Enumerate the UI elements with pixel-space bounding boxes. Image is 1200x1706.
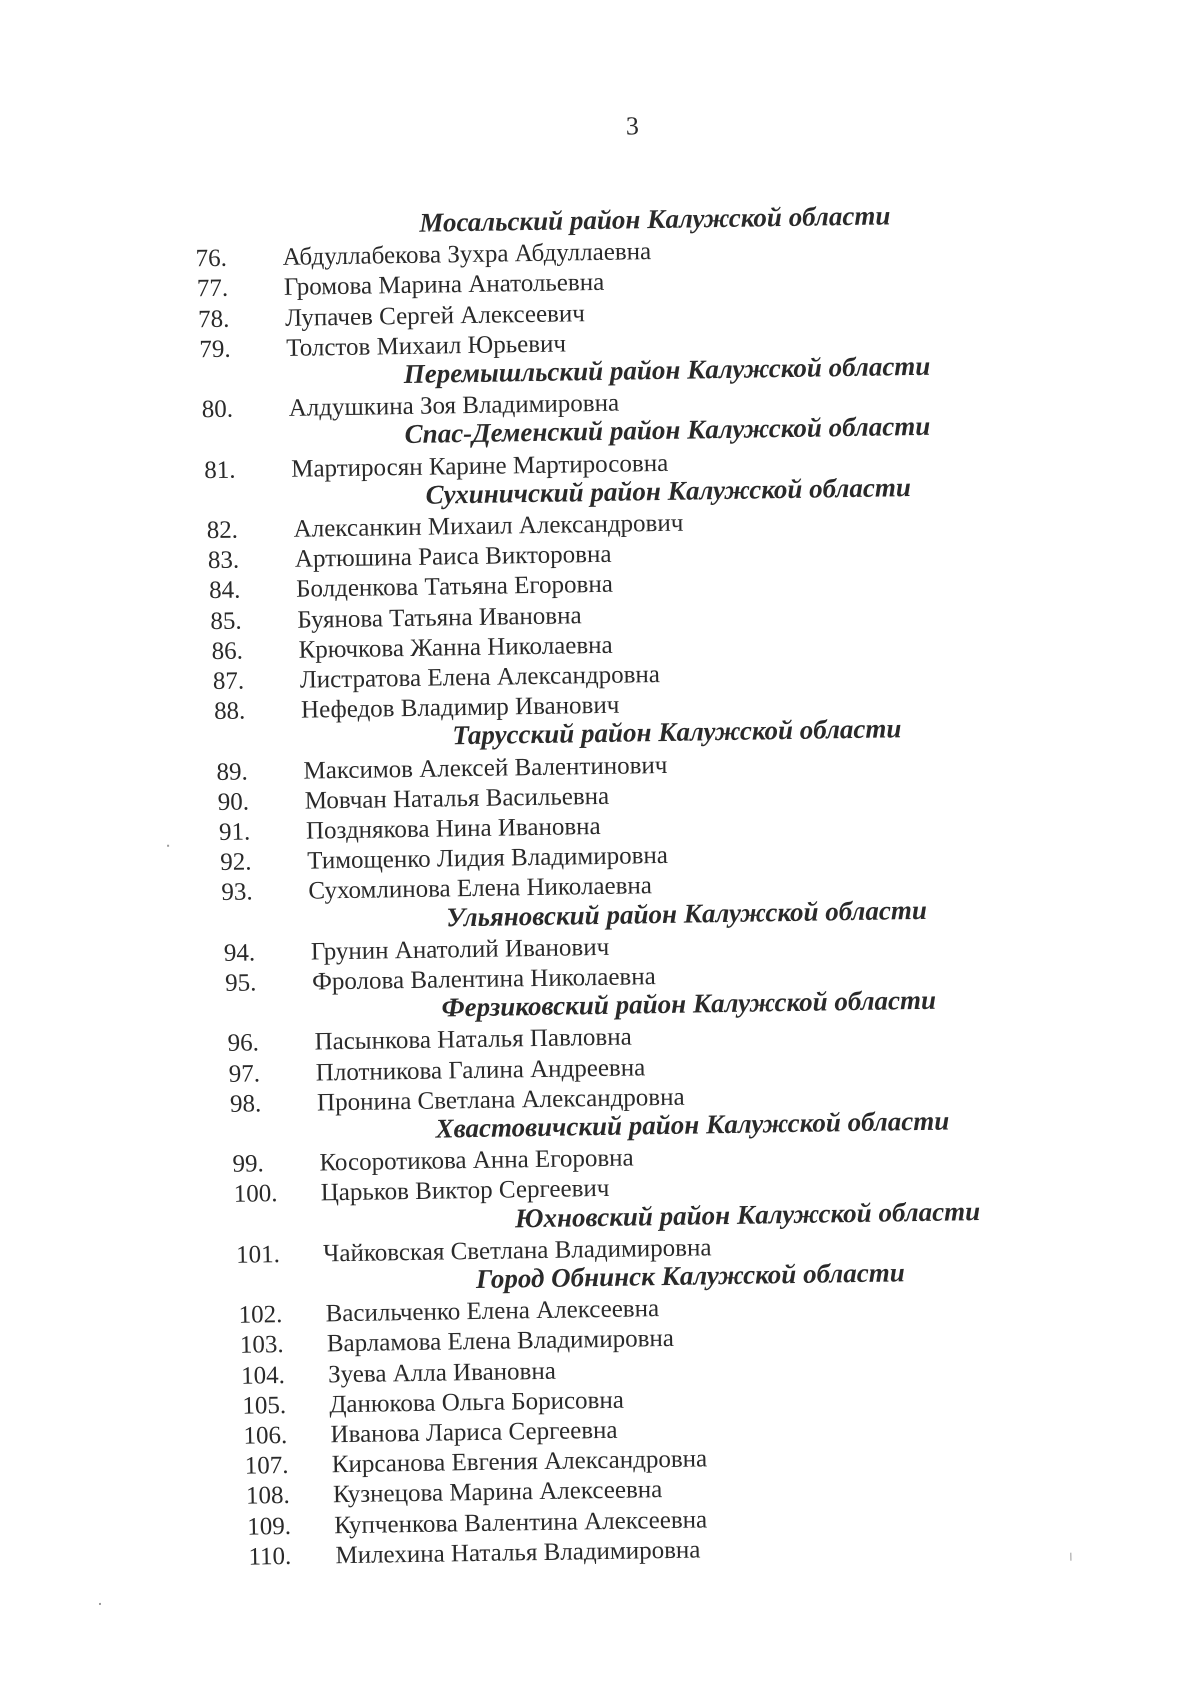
person-name: Пронина Светлана Александровна [316,1083,685,1117]
district-heading: Мосальский район Калужской области [419,200,891,238]
person-name: Мовчан Наталья Васильевна [304,782,610,815]
person-name: Максимов Алексей Валентинович [303,751,668,785]
person-name: Данюкова Ольга Борисовна [329,1386,625,1419]
scan-speck [167,845,169,847]
item-number: 104. [240,1361,286,1390]
district-heading: Перемышльский район Калужской области [403,350,931,390]
person-name: Позднякова Нина Ивановна [305,812,601,845]
person-name: Милехина Наталья Владимировна [335,1536,701,1570]
item-number: 86. [211,637,244,665]
person-name: Алексанкин Михаил Александрович [293,509,684,543]
item-number: 85. [210,607,242,635]
item-number: 87. [212,667,245,696]
item-number: 101. [235,1240,281,1269]
person-name: Купченкова Валентина Алексеевна [334,1505,708,1539]
item-number: 89. [216,758,248,786]
item-number: 109. [247,1512,292,1541]
item-number: 83. [207,546,240,575]
page-number: 3 [625,111,640,141]
person-name: Чайковская Светлана Владимировна [322,1234,712,1268]
item-number: 84. [208,577,241,605]
item-number: 88. [213,697,246,726]
item-number: 76. [195,244,228,273]
person-name: Царьков Виктор Сергеевич [320,1175,610,1207]
person-name: Фролова Валентина Николаевна [311,963,656,996]
person-name: Абдуллабекова Зухра Абдуллаевна [282,238,652,272]
item-number: 100. [233,1180,278,1209]
person-name: Тимощенко Лидия Владимировна [306,842,669,875]
scan-speck [99,1603,101,1605]
person-name: Васильченко Елена Алексеевна [325,1295,660,1328]
item-number: 103. [239,1331,284,1360]
district-heading: Ульяновский район Калужской области [446,894,928,933]
person-name: Крючкова Жанна Николаевна [298,631,613,664]
person-name: Пасынкова Наталья Павловна [314,1023,632,1056]
item-number: 106. [243,1421,288,1450]
person-name: Толстов Михаил Юрьевич [286,330,567,362]
item-number: 96. [227,1029,260,1058]
district-heading: Сухиничский район Калужской области [425,471,912,510]
person-name: Артюшина Раиса Викторовна [294,540,612,573]
person-name: Лупачев Сергей Алексеевич [284,299,586,332]
item-number: 91. [218,818,251,846]
person-name: Иванова Лариса Сергеевна [330,1416,618,1449]
person-name: Алдушкина Зоя Владимировна [288,389,620,423]
person-name: Грунин Анатолий Иванович [310,933,610,966]
item-number: 80. [201,395,234,424]
person-name: Кузнецова Марина Алексеевна [332,1476,663,1509]
item-number: 94. [223,939,256,967]
district-heading: Хвастовичский район Калужской области [435,1105,950,1144]
person-name: Нефедов Владимир Иванович [300,691,620,724]
item-number: 99. [232,1150,264,1178]
district-heading: Юхновский район Калужской области [514,1195,981,1233]
item-number: 107. [244,1452,289,1480]
district-heading: Спас-Деменский район Калужской области [404,411,931,450]
person-name: Болденкова Татьяна Егоровна [295,571,614,604]
person-name: Сухомлинова Елена Николаевна [308,872,653,905]
item-number: 81. [204,456,236,484]
person-name: Плотникова Галина Андреевна [315,1053,646,1087]
item-number: 105. [242,1391,287,1420]
item-number: 110. [248,1542,292,1571]
person-name: Зуева Алла Ивановна [327,1357,557,1388]
item-number: 78. [197,305,230,333]
item-number: 98. [229,1090,262,1118]
item-number: 92. [219,848,252,877]
person-name: Кирсанова Евгения Александровна [331,1445,708,1479]
district-heading: Тарусский район Калужской области [452,713,902,751]
item-number: 97. [228,1059,261,1088]
item-number: 108. [245,1482,290,1511]
item-number: 90. [217,788,250,816]
person-name: Буянова Татьяна Ивановна [297,601,582,634]
person-name: Громова Марина Анатольевна [283,269,605,302]
person-name: Мартиросян Карине Мартиросовна [291,449,669,483]
item-number: 95. [224,969,257,997]
item-number: 82. [206,516,239,545]
person-name: Варламова Елена Владимировна [326,1325,675,1358]
item-number: 77. [196,275,229,303]
person-name: Косоротикова Анна Егоровна [319,1144,634,1177]
person-name: Листратова Елена Александровна [299,661,661,694]
district-heading: Город Обнинск Калужской области [475,1257,905,1294]
scan-speck [1070,1553,1071,1561]
item-number: 79. [199,335,231,364]
item-number: 102. [238,1301,283,1329]
item-number: 93. [221,878,253,907]
district-heading: Ферзиковский район Калужской области [441,984,937,1023]
